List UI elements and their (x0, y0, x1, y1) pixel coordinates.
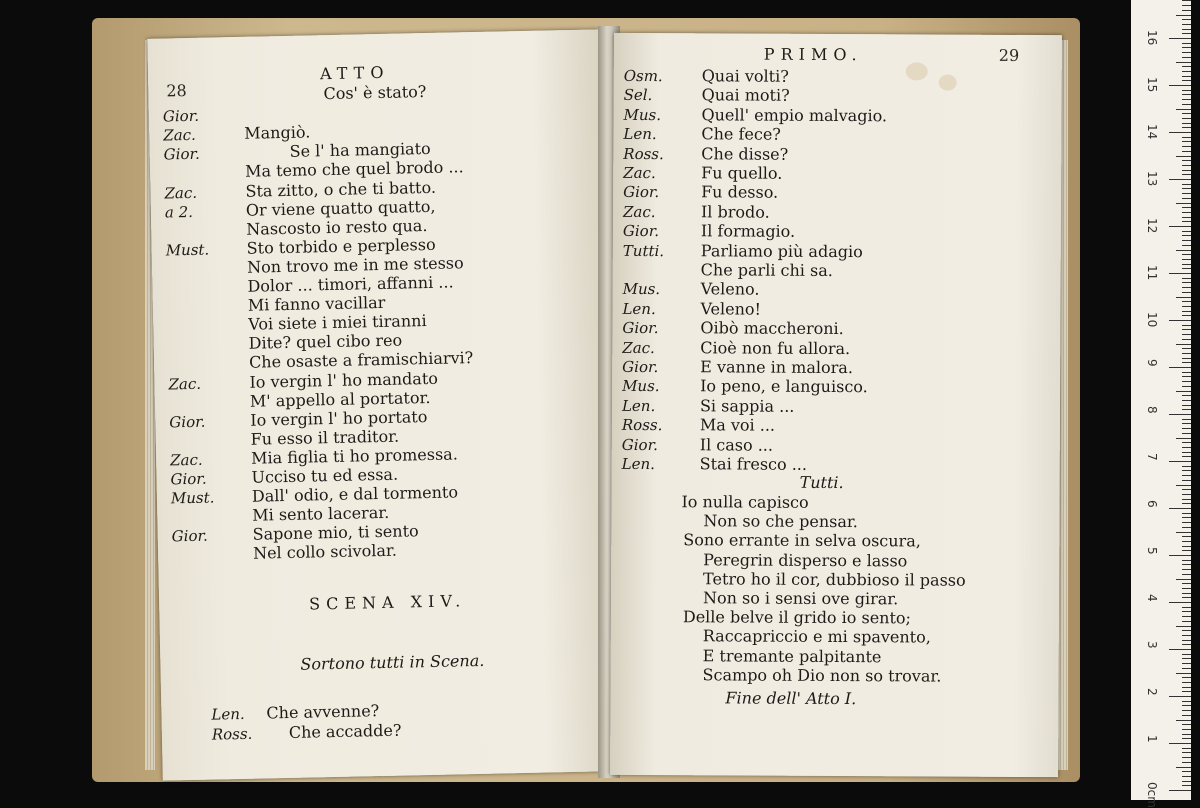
ruler-tick (1182, 752, 1191, 753)
speaker-name: Zac. (163, 126, 197, 145)
ruler-tick (1182, 137, 1191, 138)
verse-line: Parliamo più adagio (700, 240, 863, 261)
ruler-tick (1176, 109, 1191, 110)
speaker-name: Zac. (622, 202, 656, 221)
ruler-tick (1182, 734, 1191, 735)
ruler-tick (1182, 564, 1191, 565)
ruler-tick (1182, 536, 1191, 537)
ruler-tick (1182, 212, 1191, 213)
verse-line: Sta zitto, o che ti batto. (245, 177, 437, 201)
speaker-name: Gior. (622, 222, 660, 241)
verse-line: Cos' è stato? (323, 81, 427, 104)
ruler-label: 3 (1145, 641, 1159, 649)
speaker-name: Zac. (169, 450, 203, 470)
ruler-tick (1182, 550, 1191, 551)
verse-line: Veleno! (700, 299, 762, 319)
verse-line: Quai moti? (701, 85, 790, 106)
speaker-name: Gior. (623, 183, 660, 202)
ruler-tick (1169, 743, 1191, 744)
ruler-tick (1182, 259, 1191, 260)
speaker-name: Gior. (621, 435, 658, 454)
ruler-tick (1182, 513, 1191, 514)
ruler-tick (1182, 522, 1191, 523)
verse-line: Che accadde? (288, 720, 402, 742)
ruler-tick (1182, 527, 1191, 528)
ruler-tick (1182, 475, 1191, 476)
ruler-tick (1176, 250, 1191, 251)
ruler-tick (1182, 785, 1191, 786)
verse-line: Dite? quel cibo reo (248, 330, 403, 354)
verse-line: Mia figlia ti ho promessa. (250, 444, 459, 468)
ruler-tick (1182, 724, 1191, 725)
ruler-tick (1182, 494, 1191, 495)
verse-line: Mi sento lacerar. (252, 503, 390, 525)
ruler-tick (1182, 160, 1191, 161)
ruler-tick (1182, 80, 1191, 81)
chorus-line: Sono errante in selva oscura, (683, 530, 921, 551)
ruler-label: 15 (1145, 77, 1159, 93)
ruler-tick (1182, 165, 1191, 166)
ruler-tick (1176, 626, 1191, 627)
chorus-line: Io nulla capisco (681, 492, 809, 512)
ruler-tick (1182, 245, 1191, 246)
speaker-name: Ross. (623, 144, 664, 163)
ruler-tick (1182, 668, 1191, 669)
ruler-tick (1182, 409, 1191, 410)
speaker-name: Ross. (621, 416, 663, 435)
verse-line: Il caso ... (699, 434, 774, 455)
speaker-name: Tutti. (622, 241, 665, 260)
ruler-tick (1182, 405, 1191, 406)
ruler-tick (1176, 297, 1191, 298)
ruler-tick (1176, 673, 1191, 674)
ruler-tick (1182, 151, 1191, 152)
ruler-tick (1169, 179, 1191, 180)
ruler-tick (1182, 141, 1191, 142)
ruler-tick (1182, 315, 1191, 316)
ruler-tick (1169, 414, 1191, 415)
ruler-tick (1182, 99, 1191, 100)
stage-direction: Sortono tutti in Scena. (300, 650, 485, 674)
ruler-tick (1182, 306, 1191, 307)
ruler-label: 8 (1145, 406, 1159, 414)
verse-line: Mi fanno vacillar (247, 292, 386, 315)
ruler-tick (1182, 118, 1191, 119)
speaker-name: Must. (165, 240, 210, 260)
ruler-label: 2 (1145, 688, 1159, 696)
speaker-name: Ross. (211, 724, 253, 744)
speaker-name: Len. (622, 299, 656, 318)
verse-line: Si sappia ... (699, 396, 795, 416)
ruler-tick (1182, 546, 1191, 547)
ruler-tick (1182, 654, 1191, 655)
ruler-tick (1182, 170, 1191, 171)
ruler-tick (1182, 325, 1191, 326)
verse-line: Che disse? (701, 143, 789, 164)
end-note: Fine dell' Atto I. (725, 688, 857, 709)
verse-line: Io vergin l' ho portato (250, 406, 428, 430)
scene-heading: SCENA XIV. (308, 591, 467, 614)
ruler-tick (1169, 273, 1191, 274)
ruler-tick (1182, 372, 1191, 373)
paper-stain (939, 75, 957, 91)
ruler-tick (1182, 94, 1191, 95)
ruler-tick (1182, 588, 1191, 589)
verse-line: Ma voi ... (699, 415, 776, 435)
ruler-tick (1182, 640, 1191, 641)
ruler-tick (1182, 583, 1191, 584)
verse-line: Che parli chi sa. (700, 260, 833, 280)
ruler-tick (1176, 62, 1191, 63)
paper-stain (906, 62, 928, 80)
ruler-tick (1182, 123, 1191, 124)
verse-line: Non trovo me in me stesso (246, 253, 464, 277)
verse-line: E vanne in malora. (700, 357, 853, 378)
ruler-tick (1182, 433, 1191, 434)
chorus-line: Non so che pensar. (703, 511, 858, 532)
ruler-label: 4 (1145, 594, 1159, 602)
ruler-tick (1176, 485, 1191, 486)
ruler-tick (1182, 268, 1191, 269)
ruler-tick (1182, 113, 1191, 114)
speaker-name: Gior. (171, 526, 209, 546)
ruler-tick (1182, 663, 1191, 664)
speaker-name: Len. (621, 396, 656, 415)
speaker-name: Mus. (623, 105, 662, 124)
ruler-tick (1182, 715, 1191, 716)
verse-line: Ucciso tu ed essa. (251, 464, 399, 487)
ruler-tick (1182, 428, 1191, 429)
speaker-name: Gior. (170, 469, 207, 489)
ruler-tick (1182, 362, 1191, 363)
speaker-name: a 2. (164, 202, 194, 222)
ruler-tick (1182, 207, 1191, 208)
verse-line: Che avvenne? (266, 701, 380, 723)
ruler-tick (1182, 701, 1191, 702)
ruler-tick (1176, 15, 1191, 16)
page-number-left: 28 (166, 81, 187, 101)
speaker-name: Len. (211, 704, 245, 724)
ruler-tick (1182, 33, 1191, 34)
ruler-tick (1169, 555, 1191, 556)
running-head-left: ATTO (319, 62, 390, 84)
ruler-tick (1176, 720, 1191, 721)
verse-line: Dall' odio, e dal tormento (251, 482, 459, 506)
ruler-tick (1169, 508, 1191, 509)
ruler-tick (1182, 287, 1191, 288)
ruler-tick (1182, 762, 1191, 763)
ruler-tick (1182, 282, 1191, 283)
verse-line: Fu desso. (701, 182, 779, 203)
ruler-tick (1169, 790, 1191, 791)
verse-line: Voi siete i miei tiranni (248, 311, 427, 334)
verse-line: Fu esso il traditor. (250, 426, 400, 449)
speaker-name: Gior. (163, 145, 201, 164)
verse-line: Nascosto io resto qua. (246, 215, 428, 239)
verse-line: Sto torbido e perplesso (246, 234, 436, 258)
ruler-tick (1182, 452, 1191, 453)
speaker-name: Len. (621, 454, 656, 474)
ruler-tick (1182, 611, 1191, 612)
ruler-tick (1182, 339, 1191, 340)
ruler-tick (1182, 635, 1191, 636)
ruler-tick (1182, 748, 1191, 749)
ruler-label: 11 (1145, 265, 1159, 281)
ruler-tick (1182, 193, 1191, 194)
ruler-tick (1182, 19, 1191, 20)
ruler-tick (1169, 696, 1191, 697)
ruler-tick (1182, 757, 1191, 758)
ruler-tick (1182, 235, 1191, 236)
ruler-tick (1176, 391, 1191, 392)
ruler-tick (1182, 710, 1191, 711)
ruler-label: 0cm (1145, 782, 1159, 808)
ruler-tick (1182, 104, 1191, 105)
ruler-tick (1182, 517, 1191, 518)
chorus-line: Delle belve il grido io sento; (682, 607, 912, 628)
ruler-tick (1176, 579, 1191, 580)
ruler-tick (1182, 447, 1191, 448)
ruler-tick (1182, 47, 1191, 48)
verse-line: Ma temo che quel brodo ... (244, 157, 464, 182)
verse-line: Nel collo scivolar. (252, 541, 398, 564)
chorus-line: Non so i sensi ove girar. (702, 588, 899, 609)
verse-line: Se l' ha mangiato (289, 139, 431, 162)
verse-line: Quai volti? (701, 66, 789, 86)
ruler-tick (1182, 644, 1191, 645)
ruler-tick (1182, 231, 1191, 232)
ruler-tick (1182, 71, 1191, 72)
ruler-tick (1182, 386, 1191, 387)
ruler-label: 14 (1145, 124, 1159, 140)
chorus-line: Peregrin disperso e lasso (703, 549, 908, 570)
ruler-label: 13 (1145, 171, 1159, 187)
ruler-tick (1182, 499, 1191, 500)
ruler-tick (1182, 329, 1191, 330)
verse-line: Sapone mio, ti sento (252, 521, 419, 545)
verse-line: Il brodo. (700, 202, 770, 222)
ruler-tick (1169, 602, 1191, 603)
ruler-tick (1182, 658, 1191, 659)
ruler-tick (1182, 301, 1191, 302)
ruler-tick (1169, 461, 1191, 462)
ruler-tick (1169, 226, 1191, 227)
ruler-tick (1182, 776, 1191, 777)
ruler-tick (1182, 221, 1191, 222)
ruler-tick (1182, 146, 1191, 147)
ruler-label: 10 (1145, 312, 1159, 328)
ruler-tick (1182, 738, 1191, 739)
ruler-tick (1182, 217, 1191, 218)
ruler-tick (1182, 264, 1191, 265)
ruler-tick (1182, 456, 1191, 457)
verse-line: Io peno, e languisco. (700, 376, 868, 397)
ruler-tick (1182, 292, 1191, 293)
page-number-right: 29 (998, 45, 1020, 65)
verse-line: Stai fresco ... (699, 454, 808, 474)
ruler-tick (1182, 705, 1191, 706)
ruler-tick (1182, 43, 1191, 44)
ruler-tick (1182, 127, 1191, 128)
speaker-name: Must. (170, 488, 215, 508)
ruler-tick (1182, 311, 1191, 312)
ruler-tick (1176, 344, 1191, 345)
chorus-line: Scampo oh Dio non so trovar. (702, 665, 942, 686)
verse-line: Cioè non fu allora. (700, 337, 851, 358)
ruler-tick (1182, 198, 1191, 199)
ruler-tick (1182, 240, 1191, 241)
chorus-line: Raccapriccio e mi spavento, (702, 626, 931, 647)
ruler-tick (1182, 466, 1191, 467)
ruler-tick (1182, 66, 1191, 67)
right-page (610, 33, 1062, 777)
ruler-tick (1182, 687, 1191, 688)
ruler-tick (1169, 320, 1191, 321)
chorus-label: Tutti. (799, 472, 844, 493)
ruler-tick (1182, 52, 1191, 53)
ruler-label: 1 (1145, 735, 1159, 743)
ruler-label: 9 (1145, 359, 1159, 367)
ruler-tick (1169, 367, 1191, 368)
ruler-tick (1169, 649, 1191, 650)
verse-line: Il formagio. (700, 221, 796, 241)
ruler-tick (1176, 438, 1191, 439)
verse-line: Quell' empio malvagio. (701, 105, 888, 126)
verse-line: Veleno. (700, 279, 760, 299)
ruler-tick (1169, 132, 1191, 133)
ruler-tick (1182, 480, 1191, 481)
ruler-tick (1182, 381, 1191, 382)
ruler-tick (1182, 334, 1191, 335)
ruler-tick (1182, 278, 1191, 279)
ruler-tick (1182, 691, 1191, 692)
speaker-name: Osm. (623, 66, 663, 86)
speaker-name: Zac. (622, 338, 655, 357)
ruler-tick (1176, 156, 1191, 157)
ruler-tick (1182, 630, 1191, 631)
ruler-tick (1182, 353, 1191, 354)
chorus-line: E tremante palpitante (702, 645, 882, 666)
ruler-label: 5 (1145, 547, 1159, 555)
ruler-tick (1182, 76, 1191, 77)
verse-line: Or viene quatto quatto, (245, 196, 436, 220)
ruler-tick (1182, 5, 1191, 6)
ruler-label: 12 (1145, 218, 1159, 234)
ruler-tick (1182, 174, 1191, 175)
ruler-tick (1182, 254, 1191, 255)
ruler-tick (1182, 29, 1191, 30)
speaker-name: Gior. (162, 106, 200, 126)
ruler-tick (1169, 38, 1191, 39)
ruler-tick (1182, 376, 1191, 377)
ruler-tick (1169, 85, 1191, 86)
verse-line: Fu quello. (701, 163, 783, 183)
ruler-tick (1182, 419, 1191, 420)
verse-line: Mangiò. (244, 122, 311, 143)
ruler-tick (1182, 616, 1191, 617)
speaker-name: Gior. (622, 357, 659, 377)
ruler-tick (1182, 503, 1191, 504)
verse-line: Che fece? (701, 124, 781, 144)
measuring-ruler (1131, 0, 1191, 808)
ruler-tick (1182, 395, 1191, 396)
speaker-name: Mus. (622, 280, 661, 299)
speaker-name: Mus. (622, 377, 660, 396)
verse-line: Io vergin l' ho mandato (249, 368, 439, 392)
ruler-tick (1182, 677, 1191, 678)
speaker-name: Sel. (623, 86, 653, 105)
ruler-tick (1182, 0, 1191, 1)
ruler-tick (1182, 10, 1191, 11)
speaker-name: Gior. (169, 412, 206, 432)
verse-line: M' appello al portator. (249, 387, 431, 411)
ruler-tick (1182, 442, 1191, 443)
ruler-tick (1182, 607, 1191, 608)
speaker-name: Zac. (164, 183, 198, 202)
ruler-tick (1182, 541, 1191, 542)
ruler-tick (1182, 771, 1191, 772)
chorus-line: Tetro ho il cor, dubbioso il passo (703, 569, 966, 590)
ruler-tick (1182, 188, 1191, 189)
left-page (147, 29, 614, 780)
ruler-tick (1176, 767, 1191, 768)
ruler-tick (1182, 597, 1191, 598)
verse-line: Che osaste a framischiarvi? (248, 348, 474, 373)
ruler-tick (1182, 621, 1191, 622)
ruler-tick (1182, 729, 1191, 730)
ruler-tick (1182, 24, 1191, 25)
ruler-tick (1182, 184, 1191, 185)
ruler-tick (1182, 489, 1191, 490)
speaker-name: Len. (623, 125, 657, 144)
ruler-tick (1182, 57, 1191, 58)
ruler-tick (1182, 90, 1191, 91)
ruler-tick (1182, 569, 1191, 570)
ruler-tick (1182, 593, 1191, 594)
running-head-right: PRIMO. (763, 44, 863, 65)
ruler-label: 7 (1145, 453, 1159, 461)
ruler-tick (1182, 348, 1191, 349)
speaker-name: Zac. (168, 374, 202, 393)
ruler-tick (1182, 560, 1191, 561)
speaker-name: Zac. (623, 163, 656, 183)
ruler-tick (1182, 358, 1191, 359)
ruler-tick (1176, 532, 1191, 533)
ruler-tick (1182, 470, 1191, 471)
ruler-tick (1182, 423, 1191, 424)
verse-line: Oibò maccheroni. (700, 318, 844, 339)
ruler-tick (1182, 781, 1191, 782)
ruler-tick (1182, 574, 1191, 575)
verse-line: Dolor ... timori, affanni ... (247, 272, 454, 296)
ruler-tick (1176, 203, 1191, 204)
ruler-tick (1182, 682, 1191, 683)
ruler-tick (1182, 400, 1191, 401)
ruler-label: 16 (1145, 30, 1159, 46)
ruler-label: 6 (1145, 500, 1159, 508)
speaker-name: Gior. (622, 319, 659, 338)
